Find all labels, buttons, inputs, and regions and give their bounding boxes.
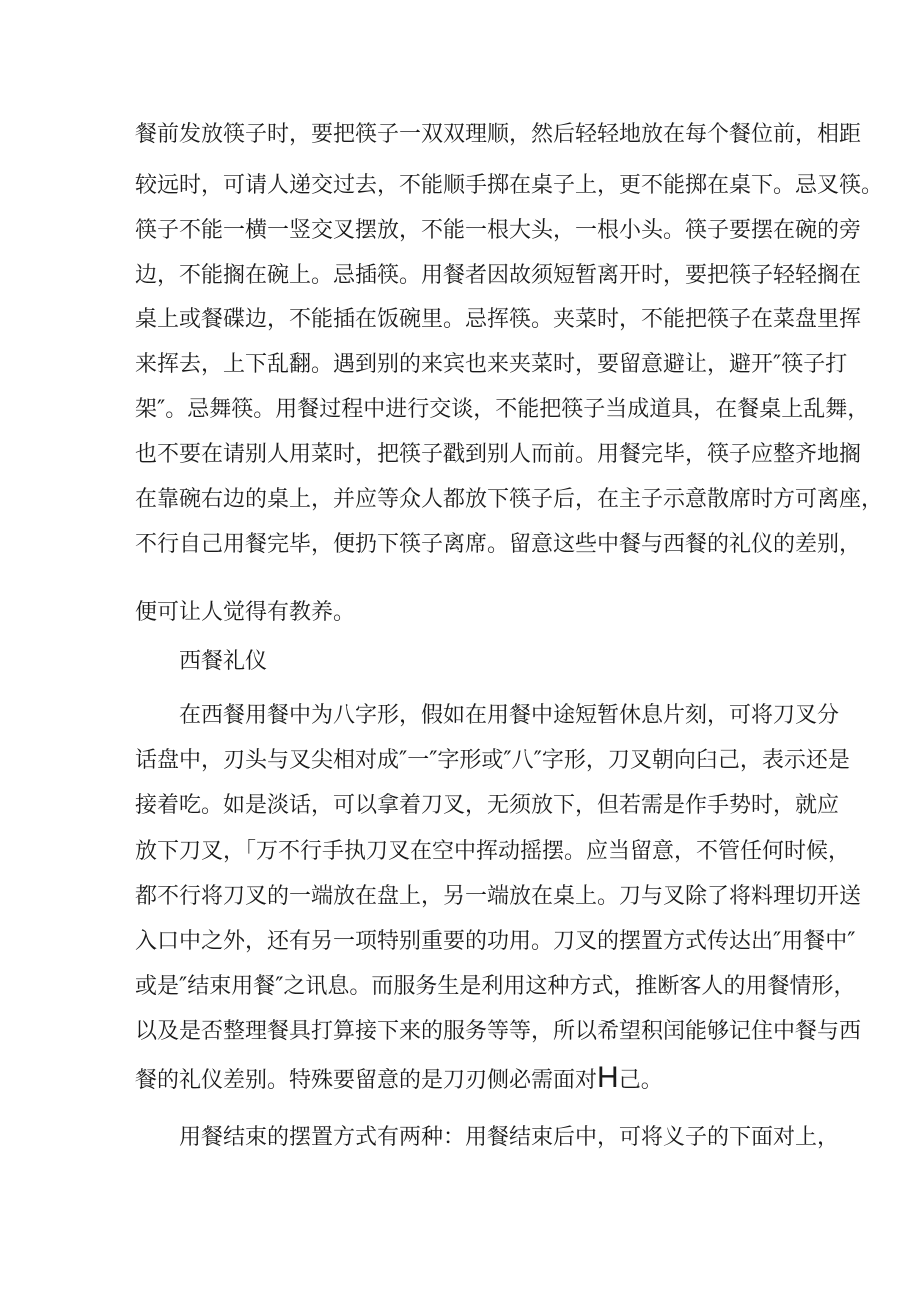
paragraph1-line-3: 筷子不能一横一竖交叉摆放，不能一根大头，一根小头。筷子要摆在碗的旁 (135, 218, 862, 243)
paragraph1-line-8: 也不要在请别人用菜时，把筷子戳到别人而前。用餐完毕，筷子应整齐地搁 (135, 442, 862, 467)
paragraph1-line-1: 餐前发放筷子时，要把筷子一双双理顺，然后轻轻地放在每个餐位前，相距 (135, 122, 862, 147)
paragraph3-line-1: 用餐结束的摆置方式有两种：用餐结束后中，可将义子的下面对上， (179, 1125, 840, 1150)
paragraph2-line-9-tail: 己。 (618, 1068, 663, 1093)
paragraph1-line-7: 架″。忌舞筷。用餐过程中进行交谈，不能把筷子当成道具，在餐桌上乱舞， (135, 397, 870, 422)
paragraph2-line-7: 或是″结束用餐″之讯息。而服务生是利用这种方式，推断客人的用餐情形， (135, 974, 856, 999)
paragraph2-big-letter: H (597, 1061, 619, 1094)
paragraph2-line-1: 在西餐用餐中为八字形，假如在用餐中途短暂休息片刻，可将刀叉分 (179, 703, 840, 728)
paragraph2-line-6: 入口中之外，还有另一项特别重要的功用。刀叉的摆置方式传达出″用餐中″ (135, 929, 856, 954)
paragraph2-line-8: 以及是否整理餐具打算接下来的服务等等，所以希望积闰能够记住中餐与西 (135, 1019, 862, 1044)
paragraph1-line-4: 边，不能搁在碗上。忌插筷。用餐者因故须短暂离开时，要把筷子轻轻搁在 (135, 263, 862, 288)
paragraph2-line-2: 话盘中，刃头与叉尖相对成″一″字形或″八″字形，刀叉朝向臼己，表示还是 (135, 748, 850, 773)
paragraph2-line-5: 都不行将刀叉的一端放在盘上，另一端放在桌上。刀与叉除了将料理切开送 (135, 884, 862, 909)
section-heading: 西餐礼仪 (179, 649, 268, 674)
paragraph1-line-9: 在靠碗右边的桌上，并应等众人都放下筷子后，在主子示意散席时方可离座， (135, 487, 884, 512)
paragraph2-line-9-text: 餐的礼仪差别。特殊要留意的是刀刃侧必需面对 (135, 1068, 598, 1093)
paragraph1-line-6: 来挥去，上下乱翻。遇到别的来宾也来夹菜时，要留意避让，避开″筷子打 (135, 352, 848, 377)
paragraph2-line-3: 接着吃。如是淡话，可以拿着刀叉，无须放下，但若需是作手势时，就应 (135, 793, 840, 818)
paragraph2-line-4: 放下刀叉，「万不行手执刀叉在空中挥动摇摆。应当留意，不管任何时候， (135, 839, 851, 864)
paragraph2-line-9 (135, 1063, 663, 1096)
paragraph1-line-5: 桌上或餐碟边，不能插在饭碗里。忌挥筷。夹菜时，不能把筷子在菜盘里挥 (135, 307, 862, 332)
paragraph1-line-11: 便可让人觉得有教养。 (135, 600, 356, 625)
paragraph1-line-10: 不行自己用餐完毕，便扔下筷子离席。留意这些中餐与西餐的礼仪的差别， (135, 532, 862, 557)
paragraph1-line-2: 较远时，可请人递交过去，不能顺手掷在桌子上，更不能掷在桌下。忌叉筷。 (135, 173, 884, 198)
